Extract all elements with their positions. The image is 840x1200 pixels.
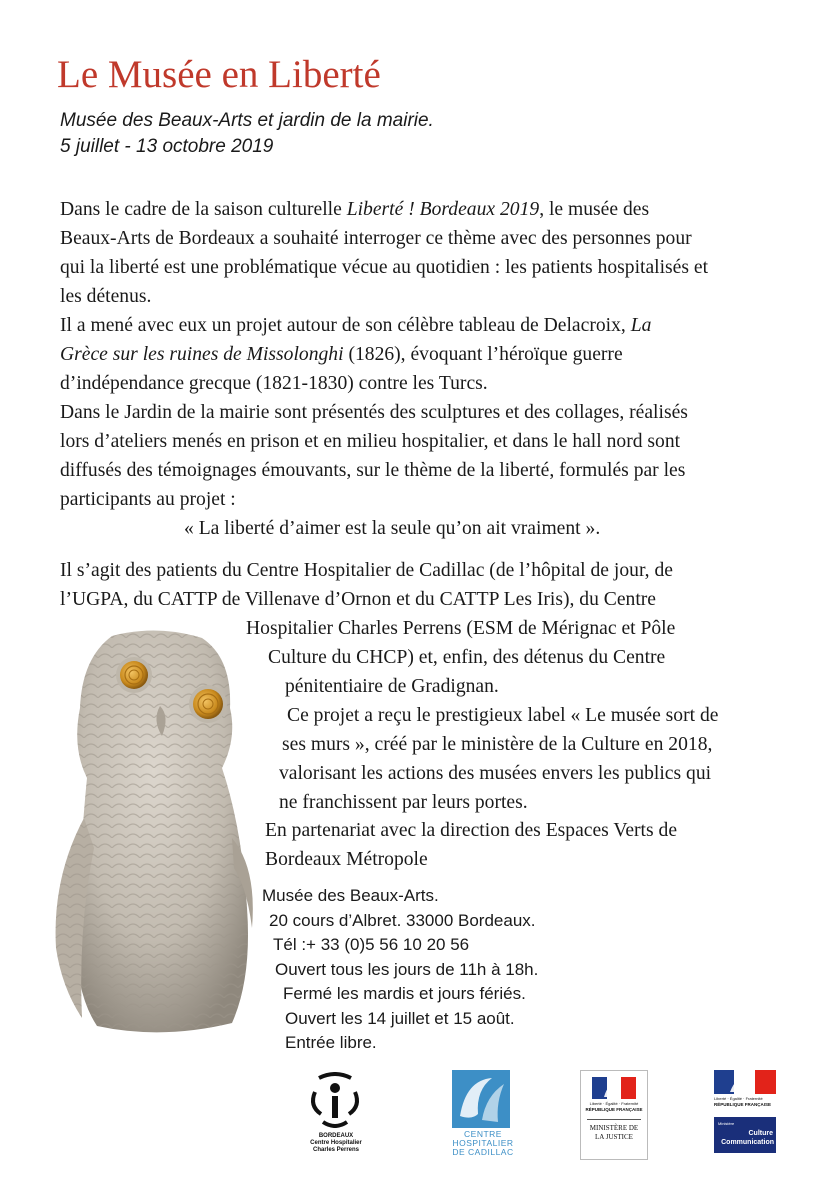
body-line: Bordeaux Métropole	[265, 849, 428, 870]
body-line: Culture du CHCP) et, enfin, des détenus du Centre	[268, 647, 666, 668]
info-closed: Fermé les mardis et jours fériés.	[283, 984, 526, 1003]
body-line: Il a mené avec eux un projet autour de son célèbre tableau de Delacroix, La	[60, 315, 652, 336]
body-line: diffusés des témoignages émouvants, sur le thème de la liberté, formulés par les	[60, 460, 686, 481]
body-line: pénitentiaire de Gradignan.	[285, 676, 499, 697]
info-phone: Tél :+ 33 (0)5 56 10 20 56	[273, 935, 470, 954]
cadillac-symbol-icon	[452, 1070, 510, 1128]
body-line: ne franchissent par leurs portes.	[279, 792, 528, 813]
culture-republique: RÉPUBLIQUE FRANÇAISE	[714, 1102, 772, 1107]
logo-ministere-culture	[714, 1070, 780, 1160]
perrens-line2: Charles Perrens	[312, 1147, 360, 1153]
body-line: participants au projet :	[60, 489, 236, 510]
logo-ministere-justice	[580, 1070, 648, 1160]
justice-line1: MINISTÈRE DE	[589, 1124, 639, 1132]
body-line: d’indépendance grecque (1821-1830) contre les Turcs.	[60, 373, 488, 394]
logo-charles-perrens	[305, 1072, 379, 1156]
quote: « La liberté d’aimer est la seule qu’on ait vraiment ».	[184, 518, 601, 539]
culture-small: Ministère	[718, 1121, 735, 1126]
subtitle-dates: 5 juillet - 13 octobre 2019	[60, 136, 274, 157]
practical-info	[262, 884, 538, 1056]
perrens-symbol-icon	[305, 1072, 379, 1128]
cadillac-line1: CENTRE	[464, 1129, 502, 1139]
justice-motto: Liberté · Égalité · Fraternité	[589, 1101, 639, 1106]
body-line: les détenus.	[60, 286, 152, 307]
body-line: Ce projet a reçu le prestigieux label « Le musée sort de	[287, 705, 719, 726]
culture-line2: Communication	[721, 1139, 774, 1146]
subtitle-venue: Musée des Beaux-Arts et jardin de la mairie.	[60, 110, 434, 131]
body-line: En partenariat avec la direction des Espaces Verts de	[265, 820, 678, 841]
justice-republique: RÉPUBLIQUE FRANÇAISE	[585, 1107, 643, 1112]
body-line: lors d’ateliers menés en prison et en milieu hospitalier, et dans le hall nord sont	[60, 431, 681, 452]
partners-text	[60, 556, 784, 614]
info-address: 20 cours d’Albret. 33000 Bordeaux.	[269, 910, 536, 930]
justice-line2: LA JUSTICE	[595, 1133, 633, 1141]
culture-block	[714, 1117, 776, 1153]
page-title: Le Musée en Liberté	[57, 53, 381, 96]
perrens-city: BORDEAUX	[318, 1133, 354, 1139]
body-line: Il s’agit des patients du Centre Hospitalier de Cadillac (de l’hôpital de jour, de	[60, 560, 673, 581]
body-line: qui la liberté est une problématique vécue au quotidien : les patients hospitalisés et	[60, 257, 709, 278]
info-venue: Musée des Beaux-Arts.	[262, 886, 439, 905]
body-line: Dans le cadre de la saison culturelle Liberté ! Bordeaux 2019, le musée des	[60, 199, 650, 220]
perrens-line1: Centre Hospitalier	[310, 1140, 362, 1146]
marianne-icon	[592, 1077, 636, 1099]
marianne-icon	[714, 1070, 776, 1094]
cadillac-line3: DE CADILLAC	[452, 1147, 514, 1157]
body-line: ses murs », créé par le ministère de la Culture en 2018,	[282, 734, 713, 755]
body-line: Dans le Jardin de la mairie sont présentés des sculptures et des collages, réalisés	[60, 402, 688, 423]
culture-line1: Culture	[748, 1130, 773, 1137]
info-entry: Entrée libre.	[285, 1033, 377, 1052]
body-line: valorisant les actions des musées envers les publics qui	[279, 763, 712, 784]
logo-cadillac	[452, 1070, 514, 1162]
info-holidays: Ouvert les 14 juillet et 15 août.	[285, 1008, 515, 1028]
subtitle	[60, 108, 434, 160]
owl-sculpture-image	[42, 628, 272, 1048]
body-line: Beaux-Arts de Bordeaux a souhaité interroger ce thème avec des personnes pour	[60, 228, 692, 249]
body-text	[60, 195, 784, 543]
body-line: Grèce sur les ruines de Missolonghi (1826), évoquant l’héroïque guerre	[60, 344, 623, 365]
body-line: l’UGPA, du CATTP de Villenave d’Ornon et du CATTP Les Iris), du Centre	[60, 589, 656, 610]
body-line: Hospitalier Charles Perrens (ESM de Mérignac et Pôle	[246, 618, 676, 639]
cadillac-line2: HOSPITALIER	[452, 1138, 514, 1148]
culture-motto: Liberté · Égalité · Fraternité	[714, 1096, 763, 1101]
info-hours: Ouvert tous les jours de 11h à 18h.	[275, 959, 539, 979]
